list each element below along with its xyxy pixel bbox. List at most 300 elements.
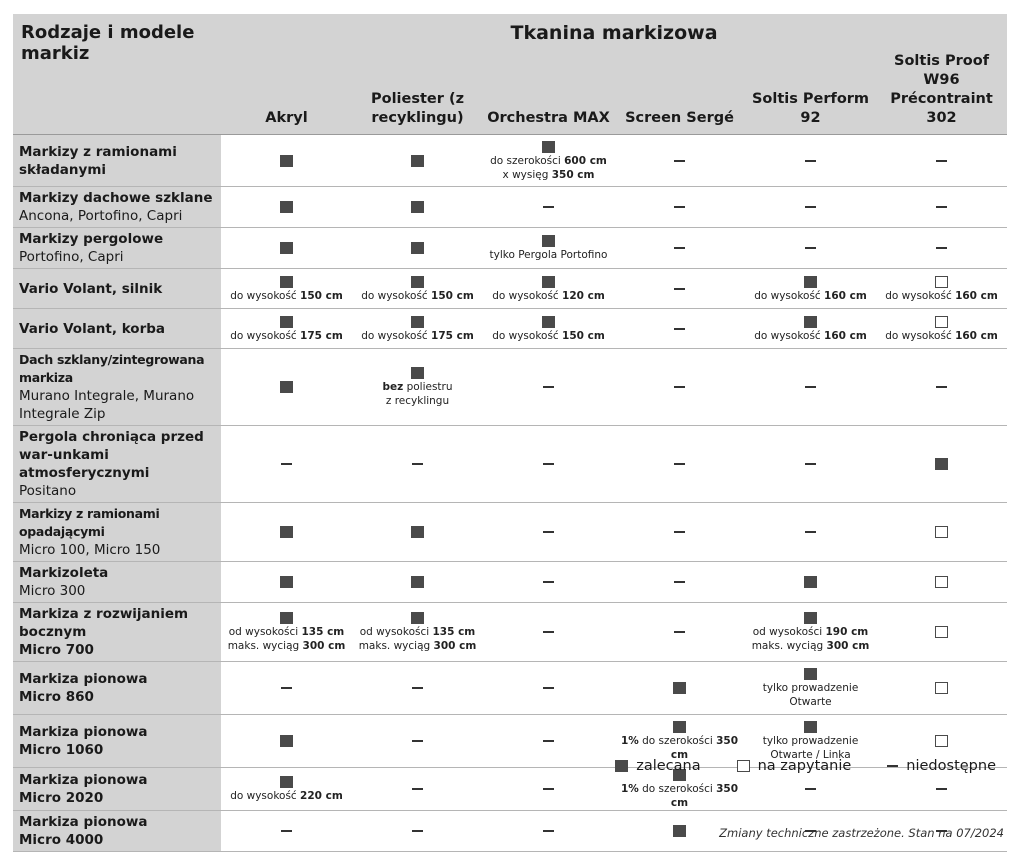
availability-cell <box>352 426 483 503</box>
cell-note <box>745 734 876 748</box>
awning-model-names: Positano <box>19 483 77 499</box>
unavailable-dash-icon <box>543 581 554 583</box>
column-header: Akryl <box>221 52 352 135</box>
row-header <box>13 187 221 228</box>
availability-cell <box>614 309 745 349</box>
recommended-square-icon <box>804 276 817 288</box>
unavailable-dash-icon <box>543 206 554 208</box>
awning-type-name: Markizoleta <box>19 565 109 581</box>
recommended-square-icon <box>280 201 293 213</box>
note-text: do szerokości <box>638 735 717 747</box>
cell-note <box>352 625 483 639</box>
table-row <box>13 135 1007 187</box>
unavailable-dash-icon <box>543 463 554 465</box>
availability-cell <box>483 811 614 852</box>
note-value: 600 cm <box>564 154 607 167</box>
availability-cell <box>745 228 876 269</box>
unavailable-dash-icon <box>674 206 685 208</box>
on-request-square-icon <box>935 626 948 638</box>
unavailable-dash-icon <box>543 687 554 689</box>
on-request-square-icon <box>935 576 948 588</box>
note-value: 120 cm <box>562 289 605 302</box>
table-row <box>13 662 1007 715</box>
table-row <box>13 603 1007 662</box>
on-request-square-icon <box>935 735 948 747</box>
recommended-square-icon <box>411 201 424 213</box>
unavailable-dash-icon <box>805 788 816 790</box>
cell-note <box>876 289 1007 303</box>
cell-note-line2 <box>352 394 483 408</box>
note-text: tylko Pergola Portofino <box>489 249 608 261</box>
legend-item-recommended <box>615 758 700 774</box>
footer-note: Zmiany techniczne zastrzeżone. Stan na 07/2024 <box>719 826 1004 840</box>
recommended-square-icon <box>280 381 293 393</box>
availability-cell <box>745 426 876 503</box>
note-text: maks. wyciąg <box>227 640 303 652</box>
cell-note <box>221 625 352 639</box>
availability-cell <box>614 228 745 269</box>
availability-cell <box>221 811 352 852</box>
note-text: maks. wyciąg <box>751 640 827 652</box>
awning-model-names: Murano Integrale, Murano Integrale Zip <box>19 388 195 422</box>
unavailable-dash-icon <box>805 463 816 465</box>
legend <box>579 758 996 774</box>
legend-label: zalecana <box>636 758 701 774</box>
note-text: od wysokości <box>752 626 826 638</box>
note-value: 300 cm <box>302 640 346 652</box>
recommended-square-icon <box>804 612 817 624</box>
availability-cell <box>221 349 352 426</box>
unavailable-dash-icon <box>936 788 947 790</box>
availability-cell <box>483 135 614 187</box>
availability-cell <box>876 309 1007 349</box>
recommended-square-icon <box>542 316 555 328</box>
availability-cell <box>483 269 614 309</box>
recommended-square-icon <box>804 668 817 680</box>
fabric-group-header: Tkanina markizowa <box>221 14 1007 52</box>
availability-cell <box>483 426 614 503</box>
unavailable-dash-icon <box>281 687 292 689</box>
availability-cell <box>614 187 745 228</box>
table-row <box>13 503 1007 562</box>
legend-label: niedostępne <box>906 758 996 774</box>
availability-cell <box>614 135 745 187</box>
availability-cell <box>745 309 876 349</box>
availability-cell <box>352 603 483 662</box>
awning-type-name: Vario Volant, silnik <box>19 280 163 297</box>
availability-cell <box>352 187 483 228</box>
cell-note <box>352 289 483 303</box>
on-request-square-icon <box>935 316 948 328</box>
recommended-square-icon <box>411 276 424 288</box>
dash-icon <box>887 765 898 767</box>
column-header: Soltis Perform 92 <box>745 52 876 135</box>
unavailable-dash-icon <box>674 288 685 290</box>
availability-cell <box>483 603 614 662</box>
row-header <box>13 503 221 562</box>
availability-cell <box>745 603 876 662</box>
row-header <box>13 426 221 503</box>
availability-cell <box>876 228 1007 269</box>
availability-cell <box>352 228 483 269</box>
availability-cell <box>352 768 483 811</box>
note-value: 175 cm <box>300 329 343 342</box>
availability-cell <box>483 187 614 228</box>
row-header <box>13 603 221 662</box>
awning-model-names: Micro 100, Micro 150 <box>19 542 161 558</box>
availability-cell <box>614 269 745 309</box>
availability-cell <box>221 715 352 768</box>
unavailable-dash-icon <box>805 531 816 533</box>
recommended-square-icon <box>542 276 555 288</box>
availability-cell <box>614 662 745 715</box>
availability-cell <box>614 562 745 603</box>
row-header <box>13 309 221 349</box>
unavailable-dash-icon <box>674 160 685 162</box>
on-request-square-icon <box>935 526 948 538</box>
recommended-square-icon <box>280 242 293 254</box>
recommended-square-icon <box>804 721 817 733</box>
recommended-square-icon <box>804 576 817 588</box>
legend-item-on-request <box>737 758 852 774</box>
note-text: do wysokość <box>361 329 432 342</box>
recommended-square-icon <box>411 367 424 379</box>
awning-model-names: Micro 2020 <box>19 790 104 806</box>
availability-cell <box>745 349 876 426</box>
availability-cell <box>221 503 352 562</box>
availability-cell <box>614 426 745 503</box>
unavailable-dash-icon <box>674 531 685 533</box>
cell-note <box>483 329 614 343</box>
note-text: do wysokość <box>230 289 301 302</box>
unavailable-dash-icon <box>281 830 292 832</box>
note-value: 150 cm <box>431 289 474 302</box>
note-value: 300 cm <box>433 640 477 652</box>
availability-cell <box>352 662 483 715</box>
note-text: od wysokości <box>359 626 433 638</box>
note-value: 160 cm <box>824 329 867 342</box>
recommended-square-icon <box>280 576 293 588</box>
cell-note <box>614 782 745 810</box>
availability-cell <box>483 349 614 426</box>
cell-note <box>221 789 352 803</box>
column-header: Screen Sergé <box>614 52 745 135</box>
note-value: 160 cm <box>955 289 998 302</box>
filled-square-icon <box>615 760 628 772</box>
availability-cell <box>745 503 876 562</box>
note-text: do wysokość <box>230 790 301 802</box>
unavailable-dash-icon <box>805 247 816 249</box>
recommended-square-icon <box>673 682 686 694</box>
row-header <box>13 811 221 852</box>
recommended-square-icon <box>280 735 293 747</box>
recommended-square-icon <box>542 141 555 153</box>
recommended-square-icon <box>280 612 293 624</box>
note-text: maks. wyciąg <box>358 640 434 652</box>
note-text: Otwarte <box>789 696 832 708</box>
recommended-square-icon <box>804 316 817 328</box>
recommended-square-icon <box>280 155 293 167</box>
awning-model-names: Micro 1060 <box>19 742 104 758</box>
cell-note <box>745 625 876 639</box>
unavailable-dash-icon <box>412 788 423 790</box>
availability-cell <box>352 715 483 768</box>
availability-cell <box>221 228 352 269</box>
awning-model-names: Micro 860 <box>19 689 94 705</box>
note-text: do szerokości <box>638 783 717 795</box>
availability-cell <box>352 309 483 349</box>
table-row <box>13 426 1007 503</box>
cell-note <box>221 289 352 303</box>
cell-note <box>745 681 876 695</box>
unavailable-dash-icon <box>543 740 554 742</box>
unavailable-dash-icon <box>412 830 423 832</box>
unavailable-dash-icon <box>543 631 554 633</box>
unavailable-dash-icon <box>674 328 685 330</box>
unavailable-dash-icon <box>543 531 554 533</box>
row-title-header: Rodzaje i modele markiz <box>13 14 221 135</box>
cell-note-line2 <box>352 639 483 653</box>
recommended-square-icon <box>280 776 293 788</box>
availability-cell <box>614 503 745 562</box>
availability-cell <box>483 503 614 562</box>
row-header <box>13 228 221 269</box>
cell-note-line2 <box>745 695 876 709</box>
note-text: do wysokość <box>885 329 956 342</box>
cell-note <box>745 289 876 303</box>
cell-note <box>745 329 876 343</box>
note-text: do wysokość <box>885 289 956 302</box>
legend-label: na zapytanie <box>757 758 852 774</box>
note-text: do wysokość <box>361 289 432 302</box>
note-text: od wysokości <box>228 626 302 638</box>
awning-model-names: Ancona, Portofino, Capri <box>19 208 183 224</box>
unavailable-dash-icon <box>543 386 554 388</box>
note-value: 1% <box>620 735 639 747</box>
on-request-square-icon <box>935 276 948 288</box>
recommended-square-icon <box>411 612 424 624</box>
row-header <box>13 562 221 603</box>
unavailable-dash-icon <box>936 247 947 249</box>
availability-cell <box>614 349 745 426</box>
column-header: Poliester (z recyklingu) <box>352 52 483 135</box>
unavailable-dash-icon <box>805 206 816 208</box>
note-value: 350 cm <box>670 783 739 809</box>
table-row <box>13 269 1007 309</box>
recommended-square-icon <box>673 721 686 733</box>
availability-cell <box>745 187 876 228</box>
availability-cell <box>745 135 876 187</box>
availability-cell <box>352 269 483 309</box>
unavailable-dash-icon <box>674 463 685 465</box>
availability-cell <box>614 603 745 662</box>
availability-cell <box>745 562 876 603</box>
availability-cell <box>352 135 483 187</box>
recommended-square-icon <box>280 276 293 288</box>
unavailable-dash-icon <box>412 463 423 465</box>
cell-note <box>221 329 352 343</box>
unavailable-dash-icon <box>674 247 685 249</box>
note-text: Otwarte / Linka <box>770 749 851 761</box>
awning-model-names: Micro 300 <box>19 583 86 599</box>
note-text: do wysokość <box>230 329 301 342</box>
note-text: poliestru <box>403 381 453 393</box>
availability-cell <box>221 187 352 228</box>
legend-item-unavailable <box>887 758 996 774</box>
unavailable-dash-icon <box>936 386 947 388</box>
unavailable-dash-icon <box>543 830 554 832</box>
awning-model-names: Portofino, Capri <box>19 249 124 265</box>
cell-note <box>483 248 614 262</box>
availability-cell <box>352 811 483 852</box>
recommended-square-icon <box>542 235 555 247</box>
availability-cell <box>352 562 483 603</box>
availability-cell <box>745 662 876 715</box>
on-request-square-icon <box>935 682 948 694</box>
note-value: 150 cm <box>300 289 343 302</box>
awning-type-name: Vario Volant, korba <box>19 320 166 337</box>
awning-type-name: Markizy dachowe szklane <box>19 190 213 206</box>
note-value: 150 cm <box>562 329 605 342</box>
column-header: Orchestra MAX <box>483 52 614 135</box>
awning-type-name: Markiza pionowa <box>19 772 148 788</box>
note-value: 350 cm <box>551 168 595 181</box>
availability-cell <box>352 503 483 562</box>
availability-cell <box>483 309 614 349</box>
table-row <box>13 187 1007 228</box>
table-row <box>13 562 1007 603</box>
unavailable-dash-icon <box>281 463 292 465</box>
note-value: 175 cm <box>431 329 474 342</box>
availability-cell <box>221 662 352 715</box>
note-value: bez <box>382 381 404 393</box>
note-value: 135 cm <box>432 626 476 638</box>
availability-cell <box>221 562 352 603</box>
row-header <box>13 269 221 309</box>
fabric-compatibility-table <box>13 14 1007 852</box>
awning-type-name: Markiza pionowa <box>19 814 148 830</box>
awning-type-name: Dach szklany/zintegrowana markiza <box>19 352 205 385</box>
table-row <box>13 309 1007 349</box>
cell-note <box>483 289 614 303</box>
row-header <box>13 349 221 426</box>
row-header <box>13 768 221 811</box>
note-text: tylko prowadzenie <box>762 735 859 747</box>
cell-note-line2 <box>745 639 876 653</box>
availability-cell <box>483 562 614 603</box>
note-value: 220 cm <box>300 790 343 802</box>
note-value: 135 cm <box>301 626 345 638</box>
availability-cell <box>221 135 352 187</box>
note-value: 300 cm <box>826 640 870 652</box>
unavailable-dash-icon <box>936 206 947 208</box>
recommended-square-icon <box>411 316 424 328</box>
availability-cell <box>876 603 1007 662</box>
unavailable-dash-icon <box>674 581 685 583</box>
recommended-square-icon <box>411 526 424 538</box>
row-header <box>13 662 221 715</box>
availability-cell <box>876 269 1007 309</box>
availability-cell <box>483 662 614 715</box>
note-text: do wysokość <box>754 289 825 302</box>
cell-note <box>352 329 483 343</box>
unavailable-dash-icon <box>936 160 947 162</box>
note-text: do wysokość <box>492 289 563 302</box>
unavailable-dash-icon <box>805 160 816 162</box>
availability-cell <box>745 269 876 309</box>
note-value: 190 cm <box>825 626 869 638</box>
note-text: x wysięg <box>502 168 552 181</box>
availability-cell <box>876 135 1007 187</box>
availability-cell <box>876 562 1007 603</box>
awning-type-name: Markiza z rozwijaniem bocznym <box>19 606 189 640</box>
row-header <box>13 715 221 768</box>
unavailable-dash-icon <box>674 631 685 633</box>
note-value: 160 cm <box>955 329 998 342</box>
note-text: tylko prowadzenie <box>762 682 859 694</box>
unavailable-dash-icon <box>674 386 685 388</box>
awning-model-names: Micro 700 <box>19 642 94 658</box>
availability-cell <box>483 228 614 269</box>
awning-type-name: Markizy z ramionami opadającymi <box>19 506 160 539</box>
open-square-icon <box>737 760 750 772</box>
availability-cell <box>352 349 483 426</box>
availability-cell <box>221 269 352 309</box>
note-value: 350 cm <box>670 735 739 761</box>
availability-cell <box>221 426 352 503</box>
awning-model-names: Micro 4000 <box>19 832 104 848</box>
note-text: do wysokość <box>754 329 825 342</box>
note-text: do wysokość <box>492 329 563 342</box>
cell-note <box>876 329 1007 343</box>
recommended-square-icon <box>280 316 293 328</box>
recommended-square-icon <box>411 155 424 167</box>
row-header <box>13 135 221 187</box>
note-text: do szerokości <box>490 154 565 167</box>
note-text: z recyklingu <box>385 395 450 407</box>
table-row <box>13 228 1007 269</box>
availability-cell <box>221 309 352 349</box>
recommended-square-icon <box>411 576 424 588</box>
unavailable-dash-icon <box>543 788 554 790</box>
note-value: 160 cm <box>824 289 867 302</box>
recommended-square-icon <box>280 526 293 538</box>
availability-cell <box>221 603 352 662</box>
awning-type-name: Markizy z ramionami składanymi <box>19 143 177 178</box>
recommended-square-icon <box>411 242 424 254</box>
unavailable-dash-icon <box>412 687 423 689</box>
availability-cell <box>876 503 1007 562</box>
availability-cell <box>221 768 352 811</box>
availability-cell <box>876 662 1007 715</box>
availability-cell <box>876 349 1007 426</box>
cell-note-line2 <box>483 168 614 182</box>
availability-cell <box>876 187 1007 228</box>
unavailable-dash-icon <box>412 740 423 742</box>
recommended-square-icon <box>935 458 948 470</box>
unavailable-dash-icon <box>805 386 816 388</box>
awning-type-name: Markiza pionowa <box>19 671 148 687</box>
note-value: 1% <box>620 783 639 795</box>
table-row <box>13 349 1007 426</box>
awning-type-name: Markizy pergolowe <box>19 231 164 247</box>
awning-type-name: Pergola chroniąca przed war-unkami atmosferycznymi <box>19 429 204 481</box>
awning-type-name: Markiza pionowa <box>19 724 148 740</box>
recommended-square-icon <box>673 825 686 837</box>
availability-cell <box>876 426 1007 503</box>
cell-note <box>352 380 483 394</box>
column-header: Soltis Proof W96 Précontraint 302 <box>876 52 1007 135</box>
